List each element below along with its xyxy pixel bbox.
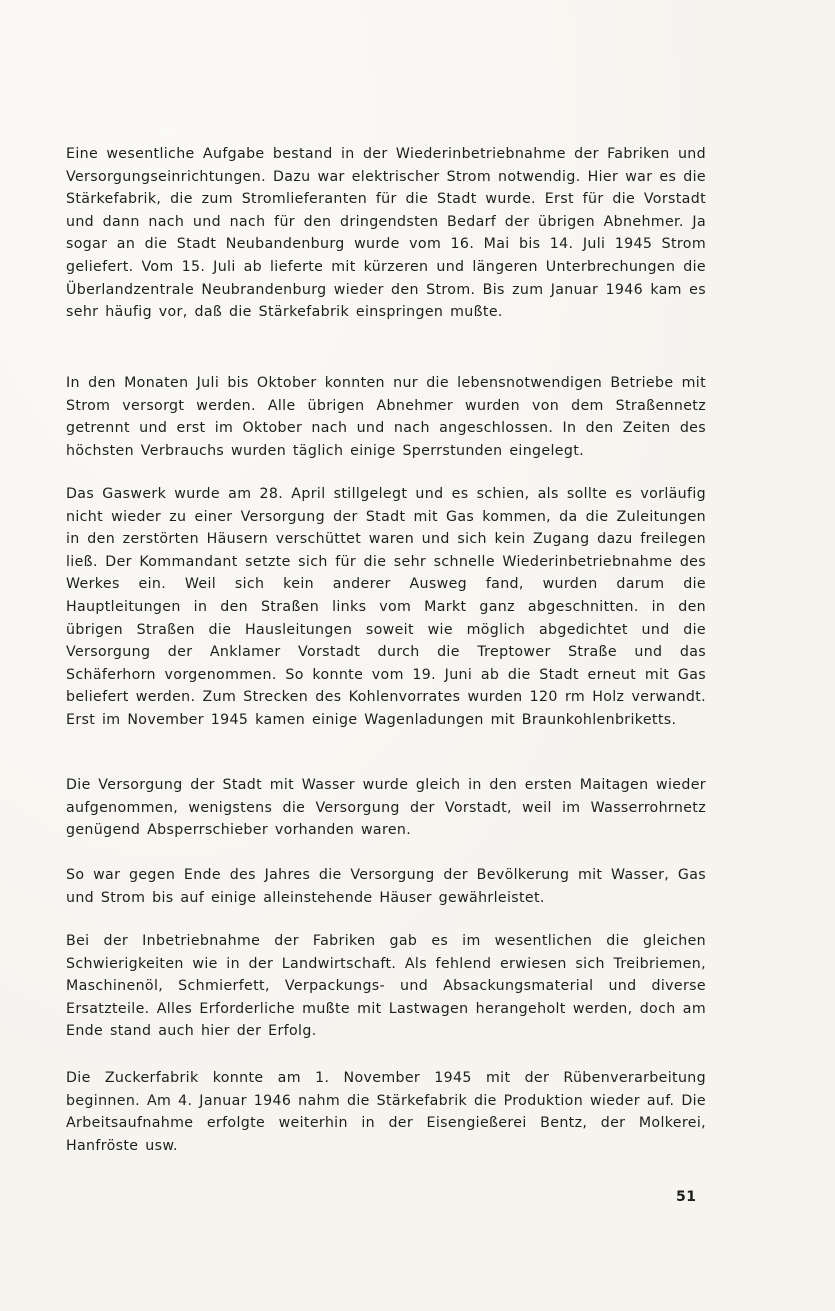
paragraph-text: Das Gaswerk wurde am 28. April stillgelegt und es schien, als sollte es vorläufig nicht wieder zu einer Versorgung der Stadt mit Gas kommen, da die Zuleitungen in den zerstörten Häusern verschüttet waren und sich kein Zugang dazu freilegen ließ. Der Kommandant setzte sich für die sehr schnelle Wiederinbetriebnahme des Werkes ein. Weil sich kein anderer Ausweg fand, wurden darum die Hauptleitungen in den Straßen links vom Markt ganz abgeschnitten. in den übrigen Straßen die Hausleitungen soweit wie möglich abgedichtet und die Versorgung der Anklamer Vorstadt durch die Treptower Straße und das Schäferhorn vorgenommen. So konnte vom 19. Juni ab die Stadt erneut mit Gas beliefert werden. Zum Strecken des Kohlenvorrates wurden 120 rm Holz verwandt. Erst im November 1945 kamen einige Wagenladungen mit Braunkohlenbriketts. (66, 486, 706, 728)
paragraph-gasworks (66, 483, 706, 732)
page-number: 51 (676, 1189, 697, 1205)
paragraph-text: Die Zuckerfabrik konnte am 1. November 1945 mit der Rübenverarbeitung beginnen. Am 4. Januar 1946 nahm die Stärkefabrik die Produktion wieder auf. Die Arbeitsaufnahme erfolgte weiterhin in der Eisengießerei Bentz, der Molkerei, Hanfröste usw. (66, 1070, 706, 1154)
paragraph-power-restrictions (66, 372, 706, 462)
paragraph-text: Bei der Inbetriebnahme der Fabriken gab es im wesentlichen die gleichen Schwierigkeiten wie in der Landwirtschaft. Als fehlend erwiesen sich Treibriemen, Maschinenöl, Schmierfett, Verpackungs- und Absackungsmaterial und diverse Ersatzteile. Alles Erforderliche mußte mit Lastwagen herangeholt werden, doch am Ende stand auch hier der Erfolg. (66, 933, 706, 1040)
paragraph-water-supply (66, 774, 706, 842)
paragraph-text: So war gegen Ende des Jahres die Versorgung der Bevölkerung mit Wasser, Gas und Strom bis auf einige alleinstehende Häuser gewährleistet. (66, 867, 706, 906)
paragraph-text: Die Versorgung der Stadt mit Wasser wurde gleich in den ersten Maitagen wieder aufgenommen, wenigstens die Versorgung der Vorstadt, weil im Wasserrohrnetz genügend Absperrschieber vorhanden waren. (66, 777, 706, 839)
paragraph-factory-difficulties (66, 930, 706, 1043)
paragraph-power-supply (66, 143, 706, 324)
paragraph-text: In den Monaten Juli bis Oktober konnten nur die lebensnotwendigen Betriebe mit Strom versorgt werden. Alle übrigen Abnehmer wurden von dem Straßennetz getrennt und erst im Oktober nach und nach angeschlossen. In den Zeiten des höchsten Verbrauchs wurden täglich einige Sperrstunden eingelegt. (66, 375, 706, 459)
paragraph-text: Eine wesentliche Aufgabe bestand in der Wiederinbetriebnahme der Fabriken und Versorgungseinrichtungen. Dazu war elektrischer Strom notwendig. Hier war es die Stärkefabrik, die zum Stromlieferanten für die Stadt wurde. Erst für die Vorstadt und dann nach und nach für den dringendsten Bedarf der übrigen Abnehmer. Ja sogar an die Stadt Neubandenburg wurde vom 16. Mai bis 14. Juli 1945 Strom geliefert. Vom 15. Juli ab lieferte mit kürzeren und längeren Unterbrechungen die Überlandzentrale Neubrandenburg wieder den Strom. Bis zum Januar 1946 kam es sehr häufig vor, daß die Stärkefabrik einspringen mußte. (66, 146, 706, 321)
paragraph-factory-restart (66, 1067, 706, 1157)
paragraph-year-end-supply (66, 864, 706, 909)
